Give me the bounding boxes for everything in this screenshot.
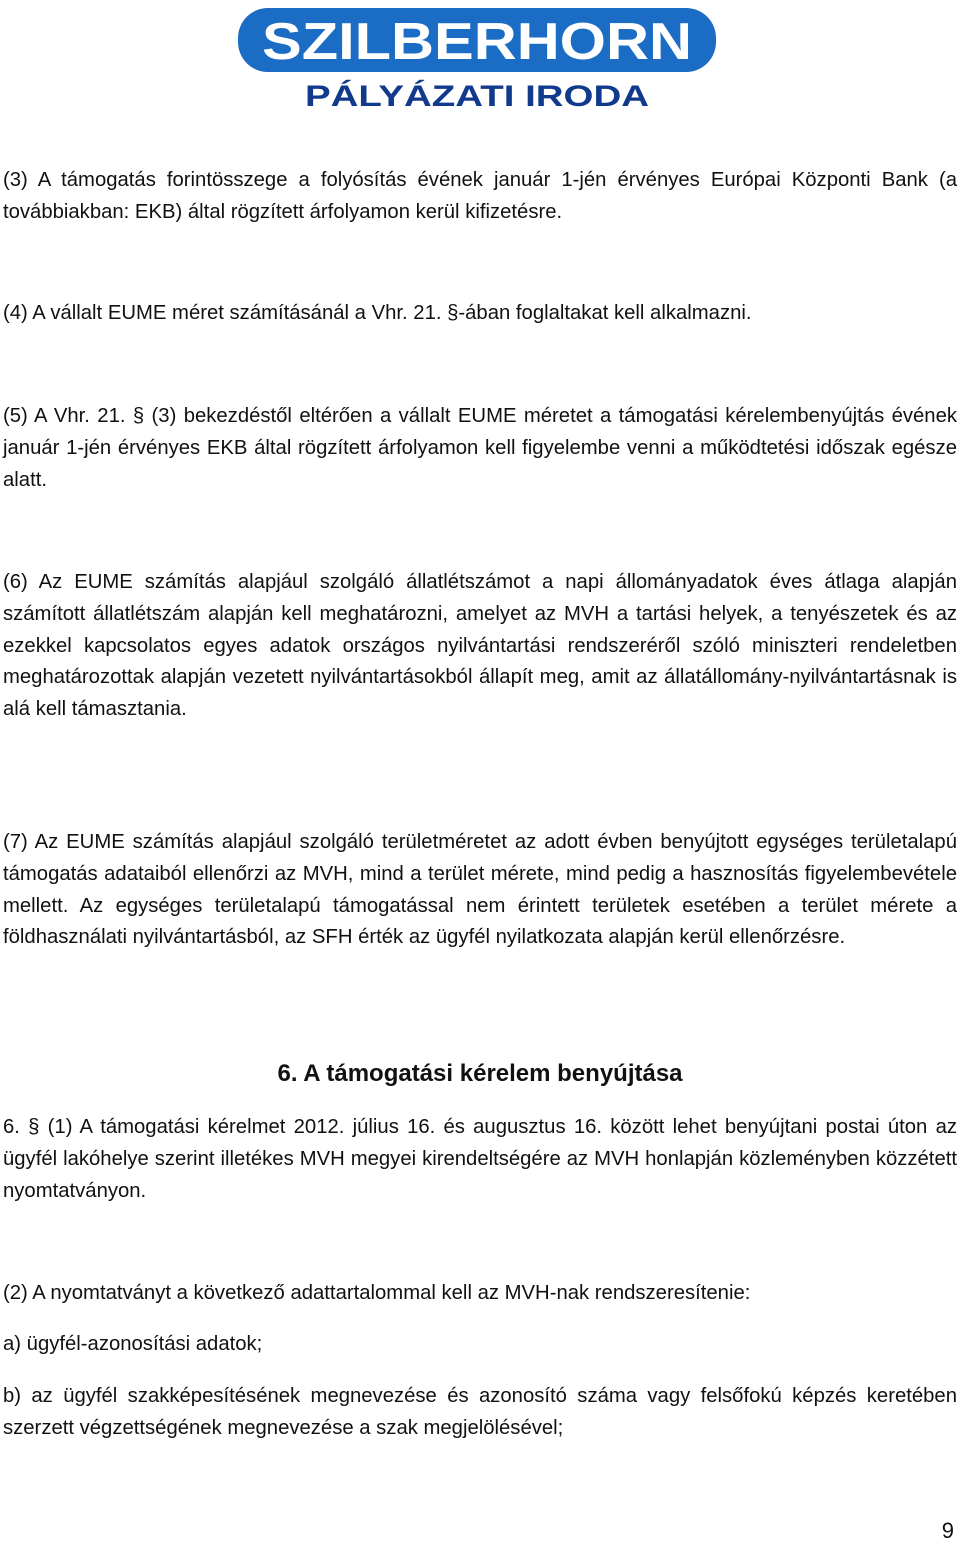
logo-graphic (236, 6, 720, 112)
section-paragraph-2: (2) A nyomtatványt a következő adattartalommal kell az MVH-nak rendszeresítenie: (3, 1282, 751, 1304)
list-item-a: a) ügyfél-azonosítási adatok; (3, 1333, 263, 1355)
list-item-b: b) az ügyfél szakképesítésének megnevezése és azonosító száma vagy felsőfokú képzés keretében szerzett végzettségének megnevezése a szak megjelölésével; (3, 1385, 957, 1439)
paragraph-4: (4) A vállalt EUME méret számításánál a Vhr. 21. §-ában foglaltakat kell alkalmazni. (3, 302, 752, 324)
page-number: 9 (941, 1518, 954, 1543)
paragraph-3: (3) A támogatás forintösszege a folyósítás évének január 1-jén érvényes Európai Központi Bank (a továbbiakban: EKB) által rögzített árfolyamon kerül kifizetésre. (3, 169, 957, 223)
logo-name: SZILBERHORN (262, 13, 692, 71)
section-paragraph-1: 6. § (1) A támogatási kérelmet 2012. július 16. és augusztus 16. között lehet benyújtani postai úton az ügyfél lakóhelye szerint illetékes MVH megyei kirendeltségére az MVH honlapján közleményben közzétett nyomtatványon. (3, 1116, 957, 1202)
paragraph-5: (5) A Vhr. 21. § (3) bekezdéstől eltérően a vállalt EUME méretet a támogatási kérelembenyújtás évének január 1-jén érvényes EKB által rögzített árfolyamon kell figyelembe venni a működtetési időszak egésze alatt. (3, 405, 957, 491)
logo-subtitle: PÁLYÁZATI IRODA (305, 80, 574, 112)
paragraph-6: (6) Az EUME számítás alapjául szolgáló állatlétszámot a napi állományadatok éves átlaga alapján számított állatlétszám alapján kell meghatározni, amelyet az MVH a tartási helyek, a tenyészetek és az ezekkel kapcsolatos egyes adatok országos nyilvántartási rendszeréről szóló miniszteri rendeletben meghatározottak alapján vezetett nyilvántartásokból állapít meg, amit az állatállomány-nyilvántartásnak is alá kell támasztania. (3, 571, 957, 721)
szilberhorn-logo (236, 6, 720, 112)
paragraph-7: (7) Az EUME számítás alapjául szolgáló területméretet az adott évben benyújtott egységes területalapú támogatás adataiból ellenőrzi az MVH, mind a terület mérete, mind pedig a hasznosítás figyelembevétele mellett. Az egységes területalapú támogatással nem érintett területek esetében a terület mérete a földhasználati nyilvántartásból, az SFH érték az ügyfél nyilatkozata alapján kerül ellenőrzésre. (3, 831, 957, 949)
section-heading: 6. A támogatási kérelem benyújtása (277, 1060, 683, 1087)
